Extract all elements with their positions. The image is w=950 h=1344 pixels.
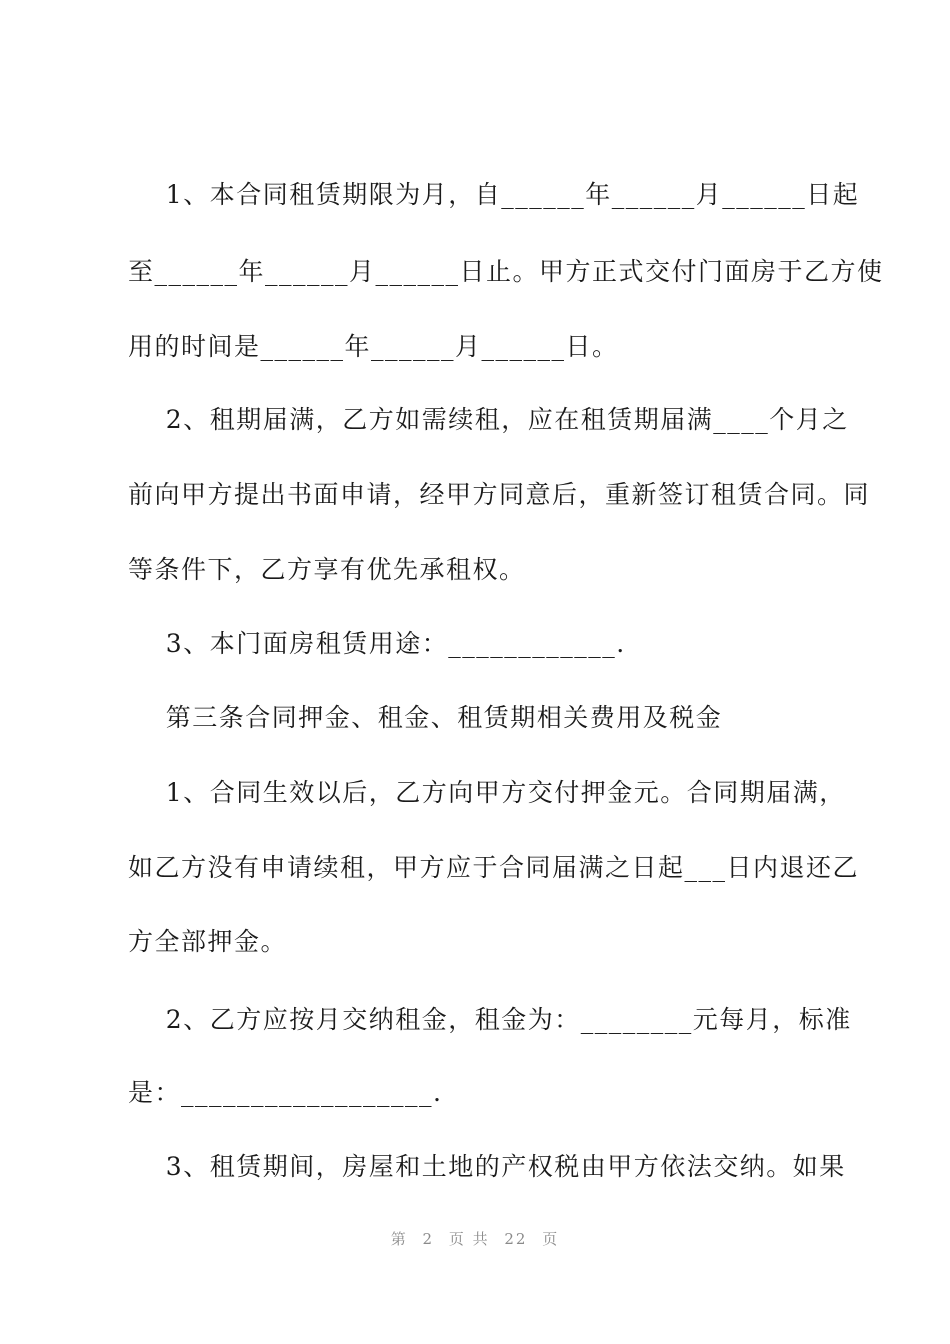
text-line: 方全部押金。 xyxy=(128,927,288,956)
text-line: 2、乙方应按月交纳租金，租金为：________元每月，标准 xyxy=(128,1005,852,1034)
text-line: 3、租赁期间，房屋和土地的产权税由甲方依法交纳。如果 xyxy=(128,1152,846,1181)
text-line: 如乙方没有申请续租，甲方应于合同届满之日起___日内退还乙 xyxy=(128,853,860,882)
page-footer xyxy=(0,1228,950,1249)
section-heading: 第三条合同押金、租金、租赁期相关费用及税金 xyxy=(128,703,723,732)
footer-suffix: 页 xyxy=(542,1230,560,1248)
footer-total-pages: 22 xyxy=(504,1230,528,1248)
text-line: 是：__________________. xyxy=(128,1078,443,1107)
text-line: 前向甲方提出书面申请，经甲方同意后，重新签订租赁合同。同 xyxy=(128,480,871,509)
text-line: 1、本合同租赁期限为月，自______年______月______日起 xyxy=(128,180,860,209)
text-line: 3、本门面房租赁用途：____________. xyxy=(128,629,626,658)
text-line: 等条件下，乙方享有优先承租权。 xyxy=(128,555,526,584)
footer-prefix: 第 xyxy=(390,1230,408,1248)
text-line: 1、合同生效以后，乙方向甲方交付押金元。合同期届满， xyxy=(128,778,846,807)
footer-page-number: 2 xyxy=(422,1230,435,1248)
text-line: 用的时间是______年______月______日。 xyxy=(128,332,619,361)
text-line: 2、租期届满，乙方如需续租，应在租赁期届满____个月之 xyxy=(128,405,849,434)
footer-middle: 页 共 xyxy=(448,1230,490,1248)
text-line: 至______年______月______日止。甲方正式交付门面房于乙方使 xyxy=(128,257,884,286)
